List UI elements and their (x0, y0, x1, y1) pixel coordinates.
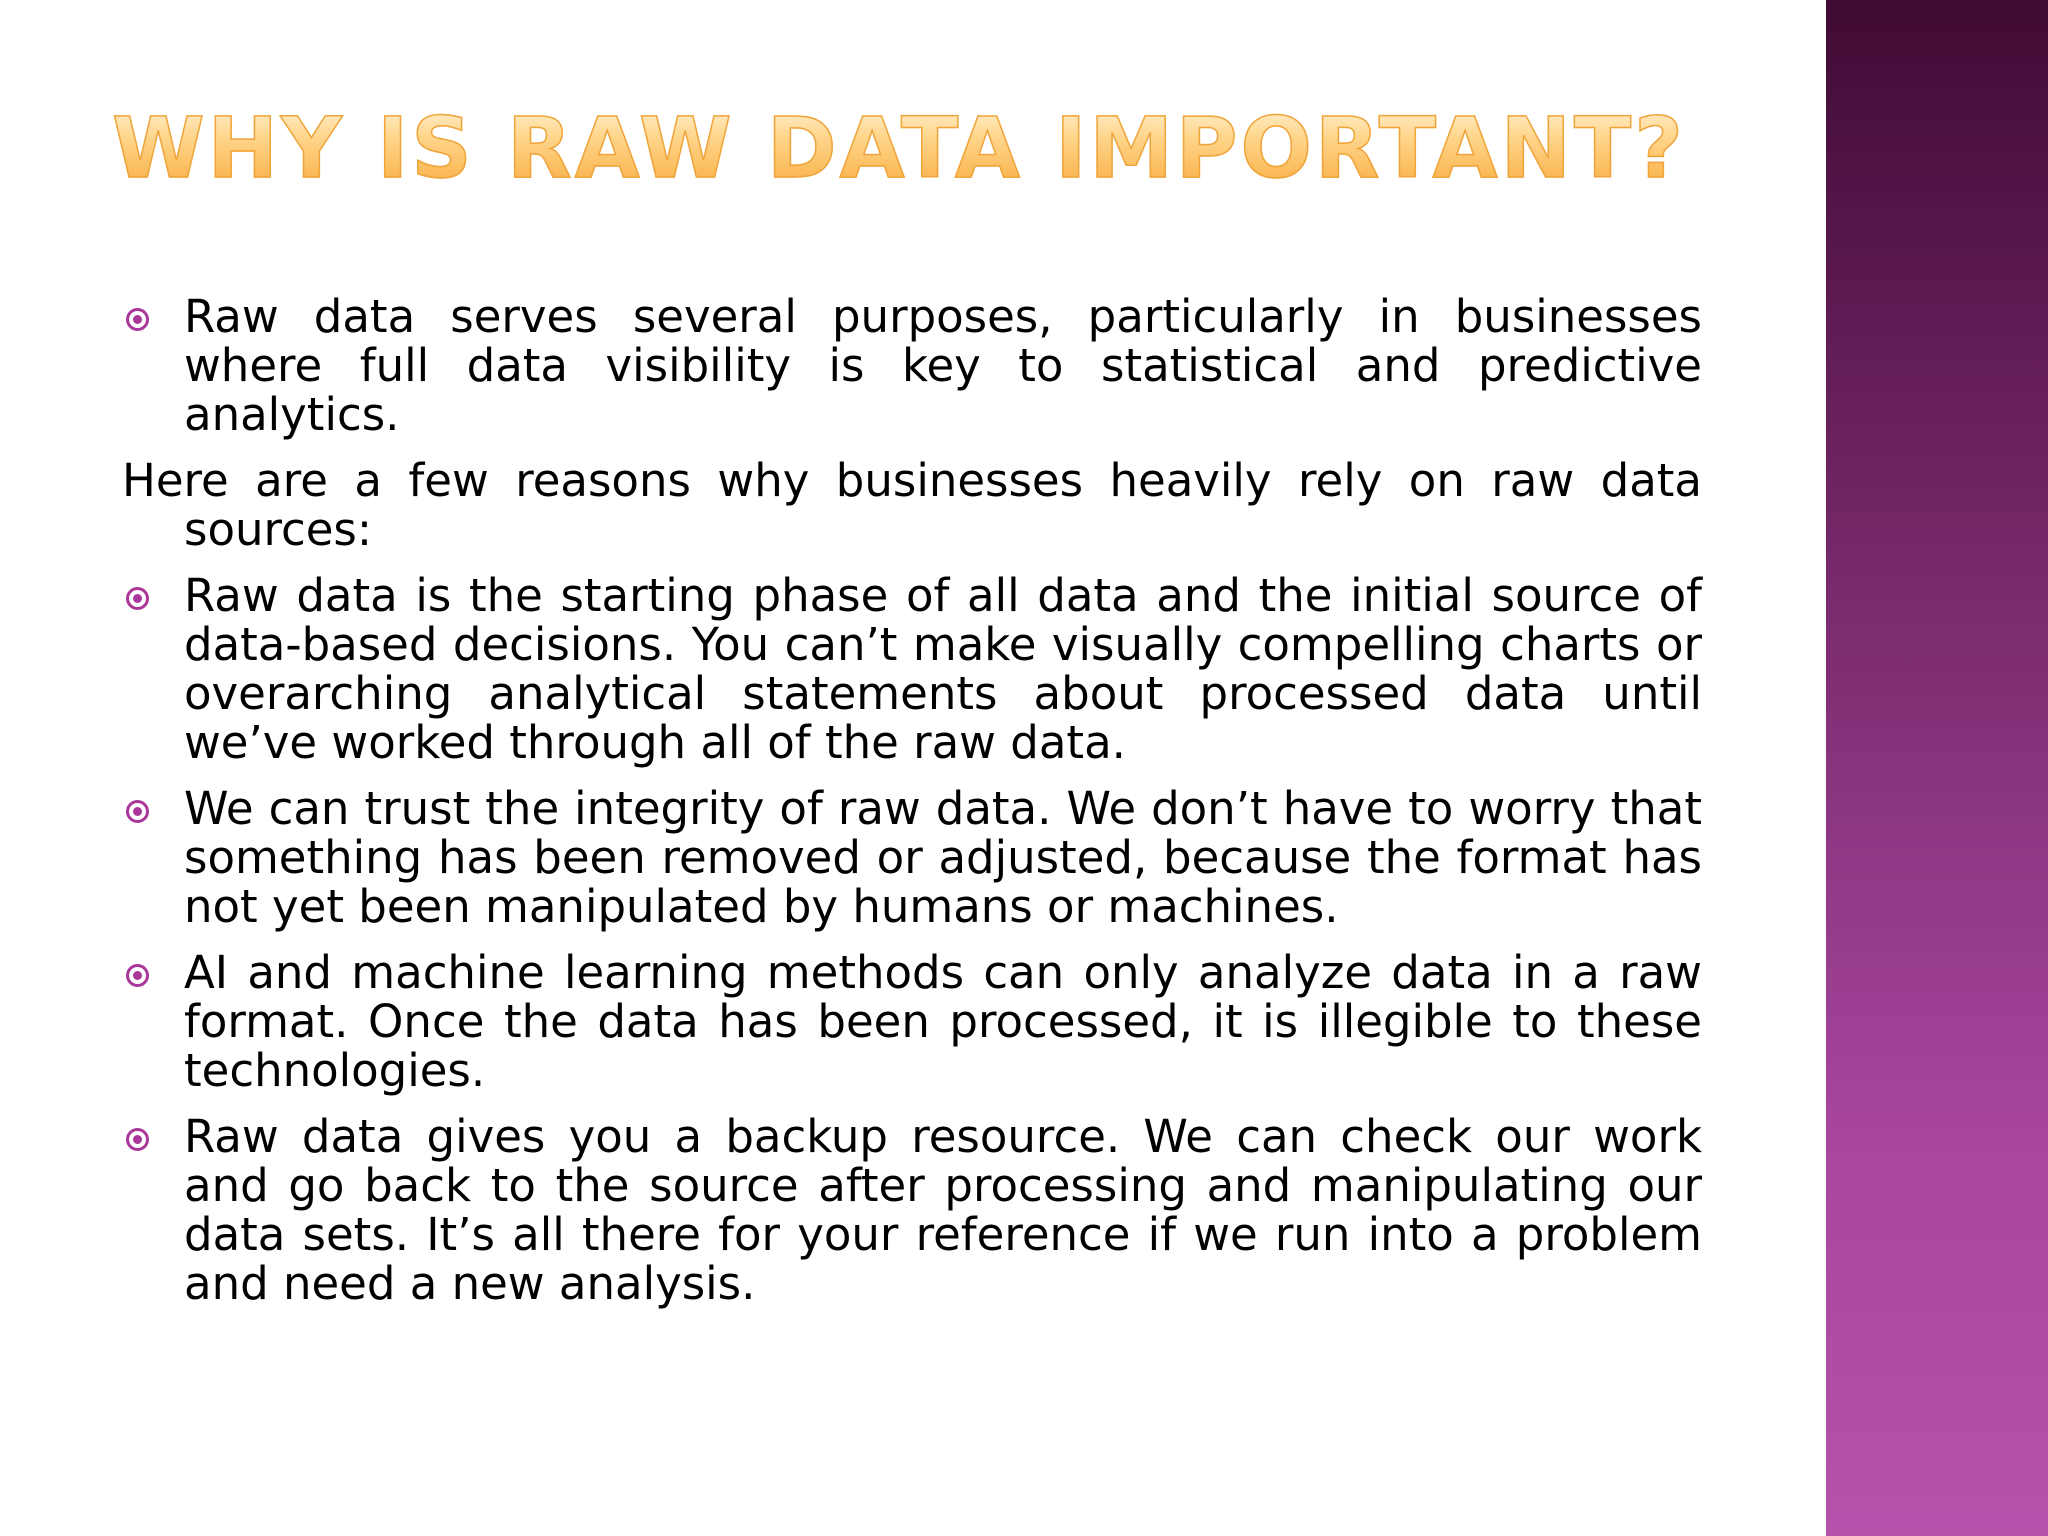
bullet-paragraph (122, 1112, 1702, 1308)
paragraph-text: AI and machine learning methods can only analyze data in a raw format. Once the data has been processed, it is illegible to these technologies. (184, 946, 1702, 1097)
paragraph-text: Raw data is the starting phase of all data and the initial source of data-based decisions. You can’t make visually compelling charts or overarching analytical statements about processed data until we’ve worked through all of the raw data. (184, 569, 1702, 769)
paragraph-text: Raw data gives you a backup resource. We can check our work and go back to the source after processing and manipulating our data sets. It’s all there for your reference if we run into a problem and need a new analysis. (184, 1110, 1702, 1310)
decorative-side-band (1826, 0, 2048, 1536)
paragraph-text: Raw data serves several purposes, particularly in businesses where full data visibility is key to statistical and predictive analytics. (184, 290, 1702, 441)
bullet-paragraph (122, 784, 1702, 931)
bullet-paragraph (122, 948, 1702, 1095)
paragraph-text: Here are a few reasons why businesses heavily rely on raw data sources: (122, 454, 1702, 556)
intro-paragraph (122, 456, 1702, 554)
circled-dot-icon (126, 1128, 149, 1151)
slide-body (122, 292, 1702, 1325)
circled-dot-icon (126, 964, 149, 987)
circled-dot-icon (126, 800, 149, 823)
bullet-paragraph (122, 571, 1702, 767)
circled-dot-icon (126, 587, 149, 610)
circled-dot-icon (126, 308, 149, 331)
bullet-paragraph (122, 292, 1702, 439)
slide-title: WHY IS RAW DATA IMPORTANT? (112, 96, 1686, 201)
paragraph-text: We can trust the integrity of raw data. We don’t have to worry that something has been removed or adjusted, because the format has not yet been manipulated by humans or machines. (184, 782, 1702, 933)
